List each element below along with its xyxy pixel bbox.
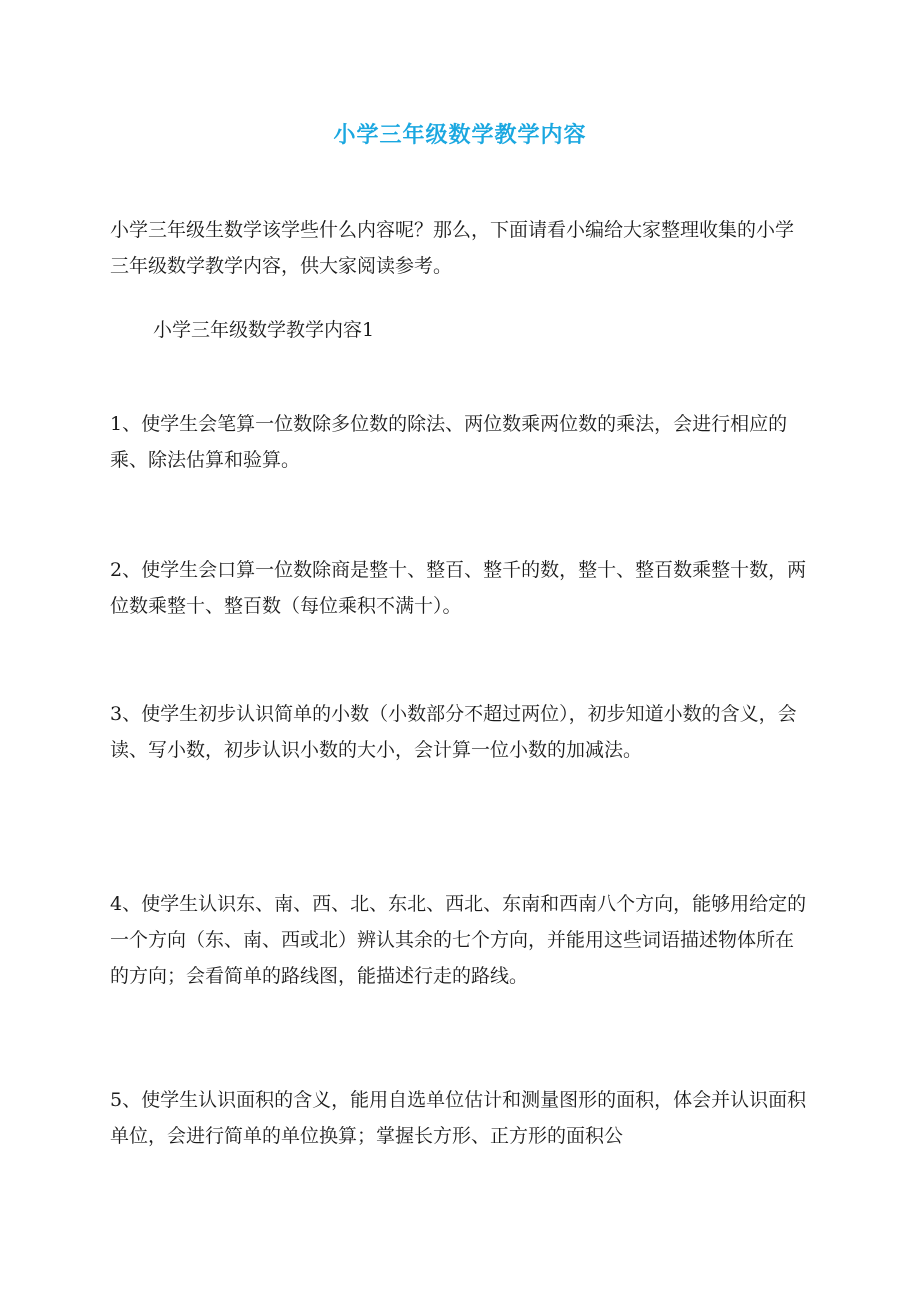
list-item: 5、使学生认识面积的含义，能用自选单位估计和测量图形的面积，体会并认识面积单位，会进行简单的单位换算；掌握长方形、正方形的面积公 — [110, 1089, 807, 1147]
page-title: 小学三年级数学教学内容 — [333, 122, 587, 148]
list-item: 2、使学生会口算一位数除商是整十、整百、整千的数，整十、整百数乘整十数，两位数乘整十、整百数（每位乘积不满十）。 — [110, 559, 807, 617]
intro-paragraph: 小学三年级生数学该学些什么内容呢？那么，下面请看小编给大家整理收集的小学三年级数学教学内容，供大家阅读参考。 — [110, 219, 795, 277]
section-heading: 小学三年级数学教学内容1 — [153, 319, 375, 341]
list-item: 3、使学生初步认识简单的小数（小数部分不超过两位），初步知道小数的含义，会读、写小数，初步认识小数的大小，会计算一位小数的加减法。 — [110, 703, 797, 761]
list-item: 4、使学生认识东、南、西、北、东北、西北、东南和西南八个方向，能够用给定的一个方向（东、南、西或北）辨认其余的七个方向，并能用这些词语描述物体所在的方向；会看简单的路线图，能描述行走的路线。 — [110, 893, 807, 987]
list-item: 1、使学生会笔算一位数除多位数的除法、两位数乘两位数的乘法，会进行相应的乘、除法估算和验算。 — [110, 413, 788, 471]
